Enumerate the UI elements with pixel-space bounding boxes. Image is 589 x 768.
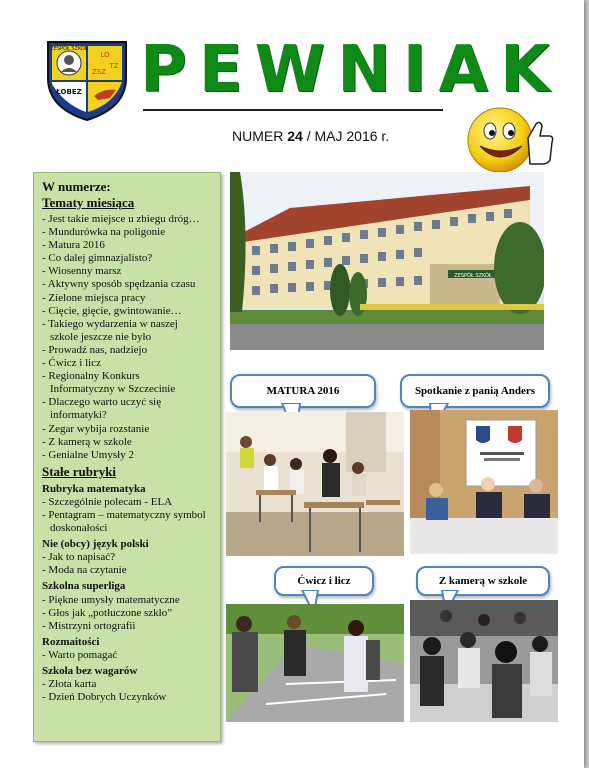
callout-kamera: Z kamerą w szkole: [416, 566, 550, 596]
toc-section-title: Szkolna superliga: [42, 580, 126, 593]
toc-topics-heading: Tematy miesiąca: [42, 195, 135, 210]
title-divider: [143, 109, 443, 111]
table-of-contents: [33, 172, 221, 742]
callout-anders: Spotkanie z panią Anders: [400, 374, 550, 408]
toc-topic-item: - Co dalej gimnazjalisto?: [42, 252, 153, 265]
toc-topic-item: - Zegar wybija rozstanie: [42, 422, 150, 435]
newsletter-title: PEWNIAK: [140, 33, 562, 107]
crest-zsz-label: ZSZ: [91, 68, 107, 76]
toc-section-item: - Moda na czytanie: [42, 564, 127, 577]
school-building-photo: [230, 172, 544, 350]
toc-topic-item: - Z kamerą w szkole: [42, 435, 132, 448]
toc-topic-item: - Wiosenny marsz: [42, 265, 122, 278]
issue-line: [232, 128, 389, 144]
toc-sections: [42, 483, 220, 705]
toc-topic-item: - Ćwicz i licz: [42, 357, 101, 370]
callout-cwicz: Ćwicz i licz: [274, 566, 374, 596]
toc-section-item: - Pentagram – matematyczny symbol: [42, 508, 206, 521]
toc-topic-item: Informatyczny w Szczecinie: [50, 383, 176, 396]
toc-section-item: - Jak to napisać?: [42, 551, 115, 564]
crest-tz-label: TZ: [109, 62, 119, 70]
toc-topic-item: informatyki?: [50, 409, 107, 422]
toc-section-item: - Piękne umysły matematyczne: [42, 593, 180, 606]
crest-town-label: ŁOBEZ: [56, 88, 82, 96]
toc-section-title: Rubryka matematyka: [42, 482, 146, 495]
toc-topic-item: - Takiego wydarzenia w naszej: [42, 317, 178, 330]
matura-exam-photo: [226, 412, 404, 556]
issue-prefix: NUMER: [232, 128, 288, 144]
toc-topic-item: szkole jeszcze nie było: [50, 330, 152, 343]
cwicz-i-licz-photo: [226, 604, 404, 722]
issue-date: / MAJ 2016 r.: [302, 128, 390, 144]
smiley-thumbs-up-icon: [466, 100, 556, 178]
toc-topic-item: - Cięcie, gięcie, gwintowanie…: [42, 304, 182, 317]
toc-section-item: doskonałości: [50, 522, 108, 535]
toc-section-item: - Głos jak „potłuczone szkło”: [42, 606, 173, 619]
toc-section-item: - Dzień Dobrych Uczynków: [42, 691, 167, 704]
toc-heading: W numerze:: [42, 179, 111, 194]
toc-section-item: - Mistrzyni ortografii: [42, 619, 136, 632]
crest-lo-label: LO: [100, 51, 110, 59]
toc-topic-item: - Matura 2016: [42, 239, 105, 252]
anders-meeting-photo: [410, 410, 558, 554]
toc-fixed-heading: Stałe rubryki: [42, 463, 117, 479]
toc-topic-item: - Aktywny sposób spędzania czasu: [42, 278, 196, 291]
toc-topic-item: - Mundurówka na poligonie: [42, 226, 166, 239]
issue-number: 24: [287, 128, 303, 144]
toc-topics-list: [42, 213, 220, 462]
toc-topic-item: - Prowadź nas, nadziejo: [42, 343, 148, 356]
toc-topic-item: - Zielone miejsca pracy: [42, 291, 146, 304]
toc-section-item: - Warto pomagać: [42, 648, 118, 661]
callout-matura: MATURA 2016: [230, 374, 376, 408]
crest-school-label: ZESPÓŁ SZKÓŁ: [50, 46, 88, 52]
toc-topic-item: - Dlaczego warto uczyć się: [42, 396, 162, 409]
toc-topic-item: - Genialne Umysły 2: [42, 448, 134, 461]
toc-section-title: Szkoła bez wagarów: [42, 665, 138, 677]
toc-topic-item: - Jest takie miejsce u zbiegu dróg…: [42, 213, 200, 225]
toc-section-item: - Złota karta: [42, 678, 97, 691]
toc-section-title: Rozmaitości: [42, 635, 100, 648]
toc-section-title: Nie (obcy) język polski: [42, 538, 149, 551]
toc-topic-item: - Regionalny Konkurs: [42, 370, 140, 383]
school-crest-logo: [44, 38, 130, 122]
toc-section-item: - Szczególnie polecam - ELA: [42, 495, 173, 508]
building-sign-text: ZESPÓŁ SZKÓŁ: [454, 273, 492, 279]
z-kamera-w-szkole-photo: [410, 600, 558, 722]
